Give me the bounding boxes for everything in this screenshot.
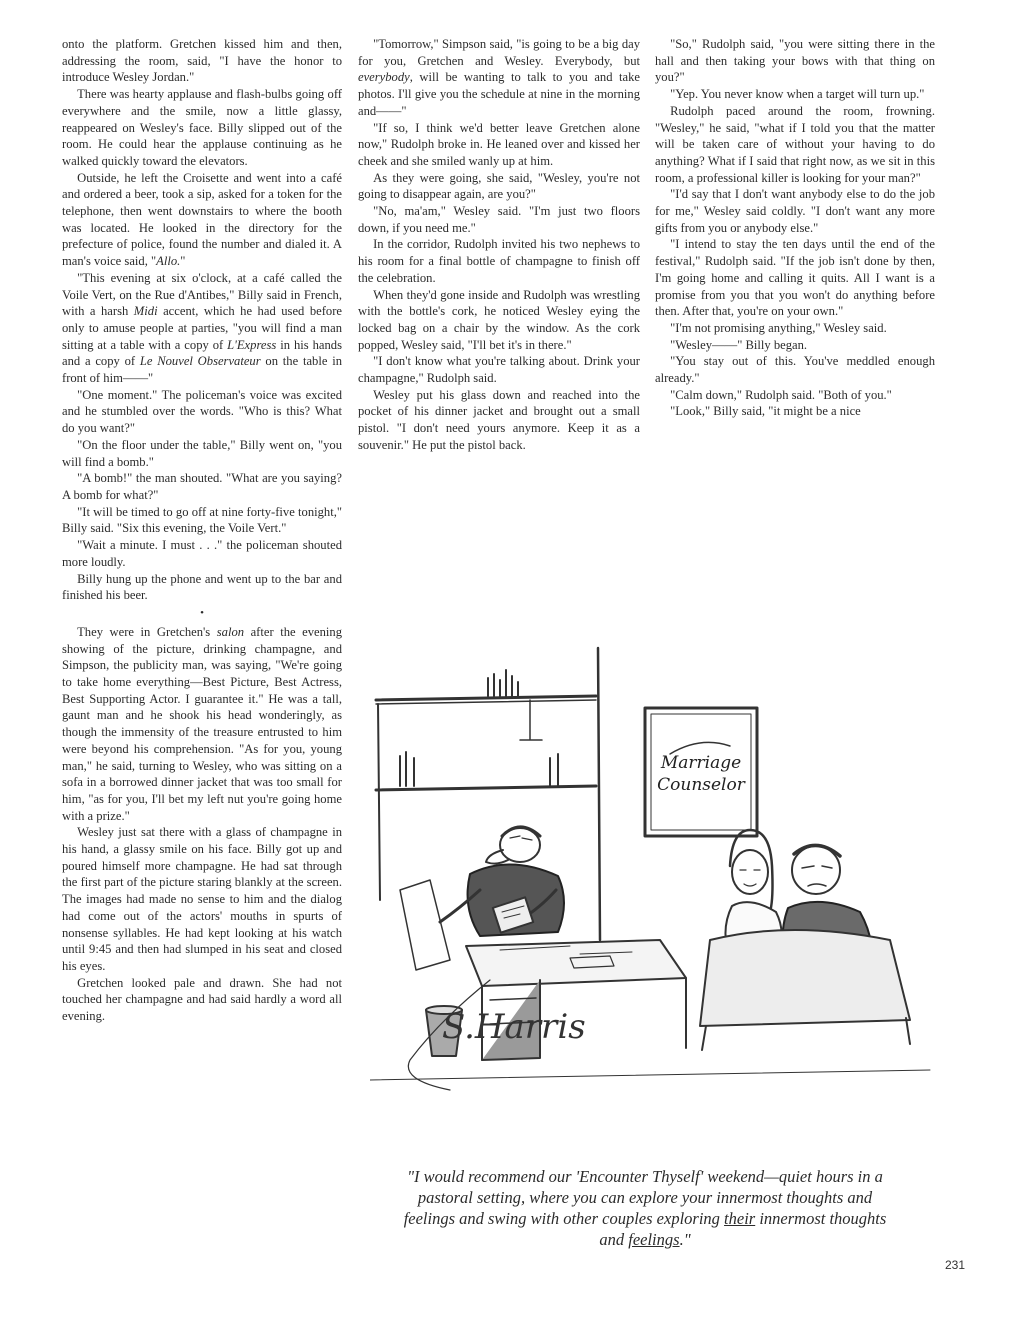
paragraph: "Wait a minute. I must . . ." the policeman shouted more loudly.	[62, 538, 342, 569]
paragraph: "Yep. You never know when a target will turn up."	[670, 87, 925, 102]
paragraph: "One moment." The policeman's voice was excited and he stumbled over the words. "Who is this? What do you want?"	[62, 387, 342, 436]
page-number: 231	[945, 1258, 966, 1272]
cartoon-caption: "I would recommend our 'Encounter Thyself' weekend—quiet hours in a pastoral setting, where you can explore your innermost thoughts and feelings and swing with other couples exploring their innermost thoughts and feelings."	[403, 1167, 887, 1249]
article-column-1	[62, 36, 342, 1025]
article-column-3	[655, 36, 935, 420]
paragraph: "I intend to stay the ten days until the end of the festival," Rudolph said. "If the job isn't done by then, I'm going home and calling it quits. All I want is a promise from you that you won't do anything before then. After that, you're on your own."	[655, 237, 935, 319]
paragraph: As they were going, she said, "Wesley, you're not going to disappear again, are you?"	[358, 170, 640, 202]
paragraph: "Look," Billy said, "it might be a nice	[670, 404, 861, 419]
paragraph: onto the platform. Gretchen kissed him and then, addressing the room, said, "I have the honor to introduce Wesley Jordan."	[62, 37, 342, 85]
paragraph: "I'm not promising anything," Wesley said.	[670, 320, 887, 335]
paragraph: "Tomorrow," Simpson said, "is going to be a big day for you, Gretchen and Wesley. Everybody, but everybody, will be wanting to talk to you and take photos. I'll give you the schedule at nine in the morning and——"	[358, 37, 640, 118]
paragraph: "A bomb!" the man shouted. "What are you saying? A bomb for what?"	[62, 471, 342, 502]
paragraph: "Wesley——" Billy began.	[670, 337, 808, 352]
paragraph: "On the floor under the table," Billy went on, "you will find a bomb."	[62, 437, 342, 469]
paragraph: Outside, he left the Croisette and went into a café and ordered a beer, took a sip, asked for a token for the telephone, then went downstairs to where the booth was located. He looked in the directory for the prefecture of police, found the number and dialed it. A man's voice said, "Allo."	[62, 170, 342, 269]
sign-line-2: Counselor	[657, 775, 745, 795]
sign-line-1: Marriage	[660, 753, 742, 773]
paragraph: "I don't know what you're talking about. Drink your champagne," Rudolph said.	[358, 354, 640, 386]
paragraph: "I'd say that I don't want anybody else to do the job for me," Wesley said coldly. "I don't want any more gifts from you or anybody else."	[655, 187, 935, 235]
paragraph: Rudolph paced around the room, frowning. "Wesley," he said, "what if I told you that the matter will be taken care of without your having to do anything? What if I said that right now, as we sit in this room, a professional killer is looking for your man?"	[655, 103, 935, 185]
paragraph: "No, ma'am," Wesley said. "I'm just two floors down, if you need me."	[358, 204, 640, 235]
paragraph: "So," Rudolph said, "you were sitting there in the hall and then taking your bows with that thing on you?"	[655, 37, 935, 85]
paragraph: Wesley just sat there with a glass of champagne in his hand, a glassy smile on his face. Billy got up and poured himself more champagne. He had sat through the first part of the picture staring blankly at the screen. The images had made no sense to him and the dialog had come out of the actors' mouths in spurts of nonsense syllables. He had kept looking at his watch until 9:45 and then had slumped in his seat and closed his eyes.	[62, 825, 342, 973]
paragraph: "Calm down," Rudolph said. "Both of you."	[670, 387, 892, 402]
paragraph: Gretchen looked pale and drawn. She had not touched her champagne and had said hardly a word all evening.	[62, 975, 342, 1024]
paragraph: They were in Gretchen's salon after the evening showing of the picture, drinking champagne, and Simpson, the publicity man, was saying, "We're going to take home everything—Best Picture, Best Actress, Best Supporting Actor. I guarantee it." He was a tall, gaunt man and he shook his head wonderingly, as though the immensity of the treasure entrusted to him were beyond his comprehension. "As for you, young man," he said, turning to Wesley, who was sitting on a sofa in a borrowed dinner jacket that was too small for him, "as for you, I'll bet my left nut you're going home with a prize."	[62, 624, 342, 823]
cartoon-drawing	[370, 640, 950, 1110]
article-column-2	[358, 36, 640, 454]
paragraph: Billy hung up the phone and went up to the bar and finished his beer.	[62, 571, 342, 603]
section-separator: •	[200, 606, 204, 619]
paragraph: "You stay out of this. You've meddled enough already."	[655, 354, 935, 386]
paragraph: "It will be timed to go off at nine forty-five tonight," Billy said. "Six this evening, the Voile Vert."	[62, 504, 342, 536]
paragraph: "If so, I think we'd better leave Gretchen alone now," Rudolph broke in. He leaned over and kissed her cheek and she smiled wanly up at him.	[358, 120, 640, 168]
paragraph: There was hearty applause and flash-bulbs going off everywhere and the smile, now a little glassy, reappeared on Wesley's face. Billy slipped out of the room. He could hear the applause continuing as he walked quickly toward the elevators.	[62, 87, 342, 168]
paragraph: Wesley put his glass down and reached into the pocket of his dinner jacket and brought out a small pistol. "I don't need yours anymore. Keep it as a souvenir." He put the pistol back.	[358, 387, 640, 452]
cartoon-illustration	[370, 640, 950, 1110]
paragraph: When they'd gone inside and Rudolph was wrestling with the bottle's cork, he noticed Wesley eying the locked bag on a chair by the window. As the cork popped, Wesley said, "I'll bet it's in there."	[358, 287, 640, 352]
artist-signature: S.Harris	[442, 1007, 586, 1047]
paragraph: "This evening at six o'clock, at a café called the Voile Vert, on the Rue d'Antibes," Billy said in French, with a harsh Midi accent, which he had used before only to amuse people at parties, "you will find a man sitting at a table with a copy of L'Express in his hands and a copy of Le Nouvel Observateur on the table in front of him——"	[62, 270, 342, 386]
paragraph: In the corridor, Rudolph invited his two nephews to his room for a final bottle of champagne to finish off the celebration.	[358, 237, 640, 285]
